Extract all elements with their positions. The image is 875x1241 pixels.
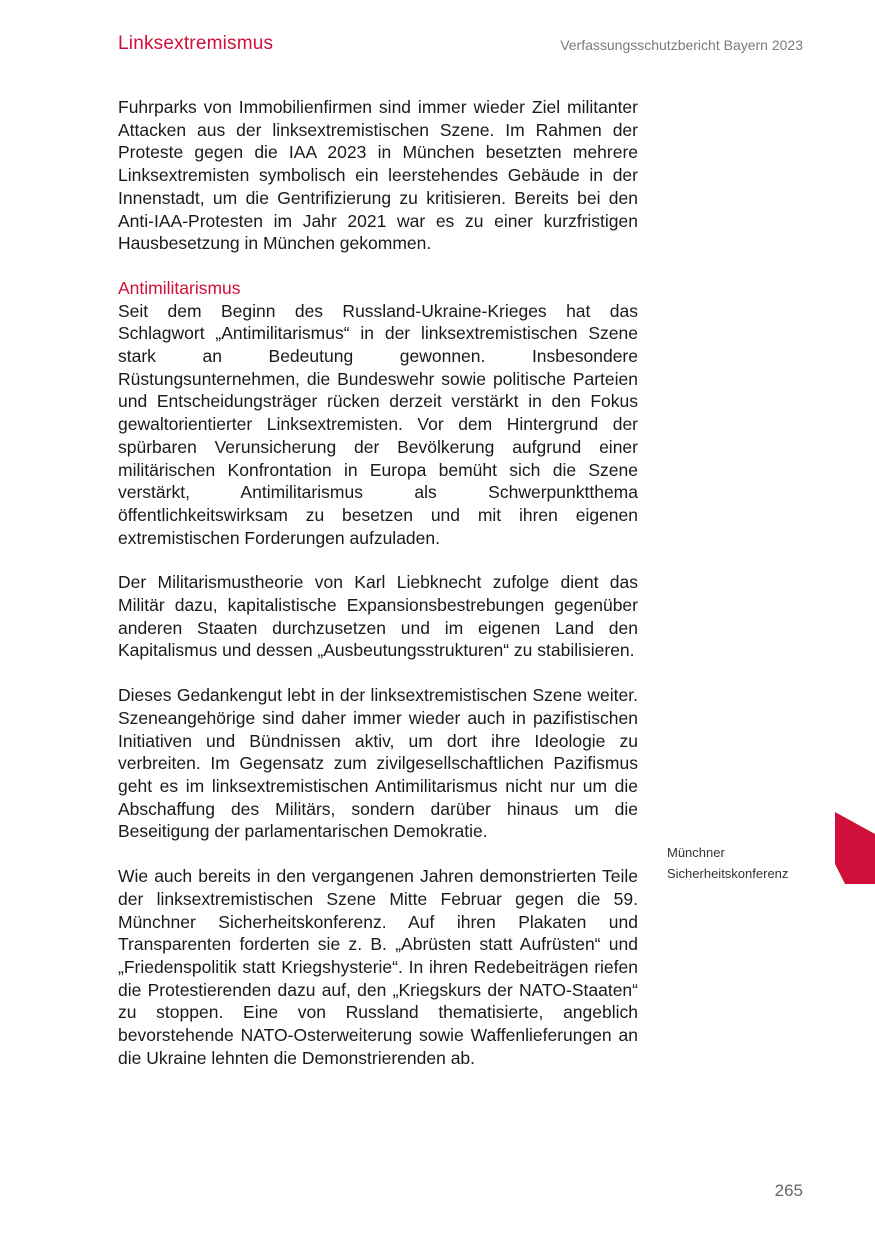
report-title: Verfassungsschutzbericht Bayern 2023 [560, 37, 803, 53]
section-heading: Antimilitarismus [118, 277, 241, 298]
chapter-tab-marker [835, 812, 875, 884]
paragraph-2: Der Militarismustheorie von Karl Liebknecht zufolge dient das Militär dazu, kapitalistische Expansionsbestrebungen gegenüber anderen Staaten durchzusetzen und im eigenen Land den Kapitalismus und dessen „Ausbeutungsstrukturen“ zu stabilisieren. [118, 572, 638, 661]
paragraph-3: Dieses Gedankengut lebt in der linksextremistischen Szene weiter. Szeneangehörige sind daher immer wieder auch in pazifistischen Initiativen und Bündnissen aktiv, um dort ihre Ideologie zu verbreiten. Im Gegensatz zum zivilgesellschaftlichen Pazifismus geht es im linksextremistischen Antimilitarismus nicht nur um die Abschaffung des Militärs, sondern darüber hinaus um die Beseitigung der parlamentarischen Demokratie. [118, 685, 638, 842]
main-text-column [118, 96, 638, 1091]
page-number: 265 [774, 1181, 803, 1200]
margin-note-line-2: Sicherheitskonferenz [667, 866, 789, 881]
paragraph-1: Seit dem Beginn des Russland-Ukraine-Krieges hat das Schlagwort „Antimilitarismus“ in der linksextremistischen Szene stark an Bedeutung gewonnen. Insbesondere Rüstungsunternehmen, die Bundeswehr sowie politische Parteien und Entscheidungsträger rücken derzeit verstärkt in den Fokus gewaltorientierter Linksextremisten. Vor dem Hintergrund der spürbaren Verunsicherung der Bevölkerung aufgrund einer militärischen Konfrontation in Europa bemüht sich die Szene verstärkt, Antimilitarismus als Schwerpunktthema öffentlichkeitswirksam zu besetzen und mit ihren eigenen extremistischen Forderungen aufzuladen. [118, 300, 638, 548]
paragraph-4: Wie auch bereits in den vergangenen Jahren demonstrierten Teile der linksextremistischen Szene Mitte Februar gegen die 59. Münchner Sicherheitskonferenz. Auf ihren Plakaten und Transparenten forderten sie z. B. „Abrüsten statt Aufrüsten“ und „Friedenspolitik statt Kriegshysterie“. In ihren Redebeiträgen riefen die Protestierenden dazu auf, den „Kriegskurs der NATO-Staaten“ zu stoppen. Eine von Russland thematisierte, angeblich bevorstehende NATO-Osterweiterung sowie Waffenlieferungen an die Ukraine lehnten die Demonstrierenden ab. [118, 866, 638, 1068]
margin-note [667, 842, 788, 884]
paragraph-intro: Fuhrparks von Immobilienfirmen sind immer wieder Ziel militanter Attacken aus der linksextremistischen Szene. Im Rahmen der Proteste gegen die IAA 2023 in München besetzten mehrere Linksextremisten symbolisch ein leerstehendes Gebäude in der Innenstadt, um die Gentrifizierung zu kritisieren. Bereits bei den Anti-IAA-Protesten im Jahr 2021 war es zu einer kurzfristigen Hausbesetzung in München gekommen. [118, 97, 638, 254]
section-title: Linksextremismus [118, 33, 274, 54]
margin-note-line-1: Münchner [667, 845, 725, 860]
